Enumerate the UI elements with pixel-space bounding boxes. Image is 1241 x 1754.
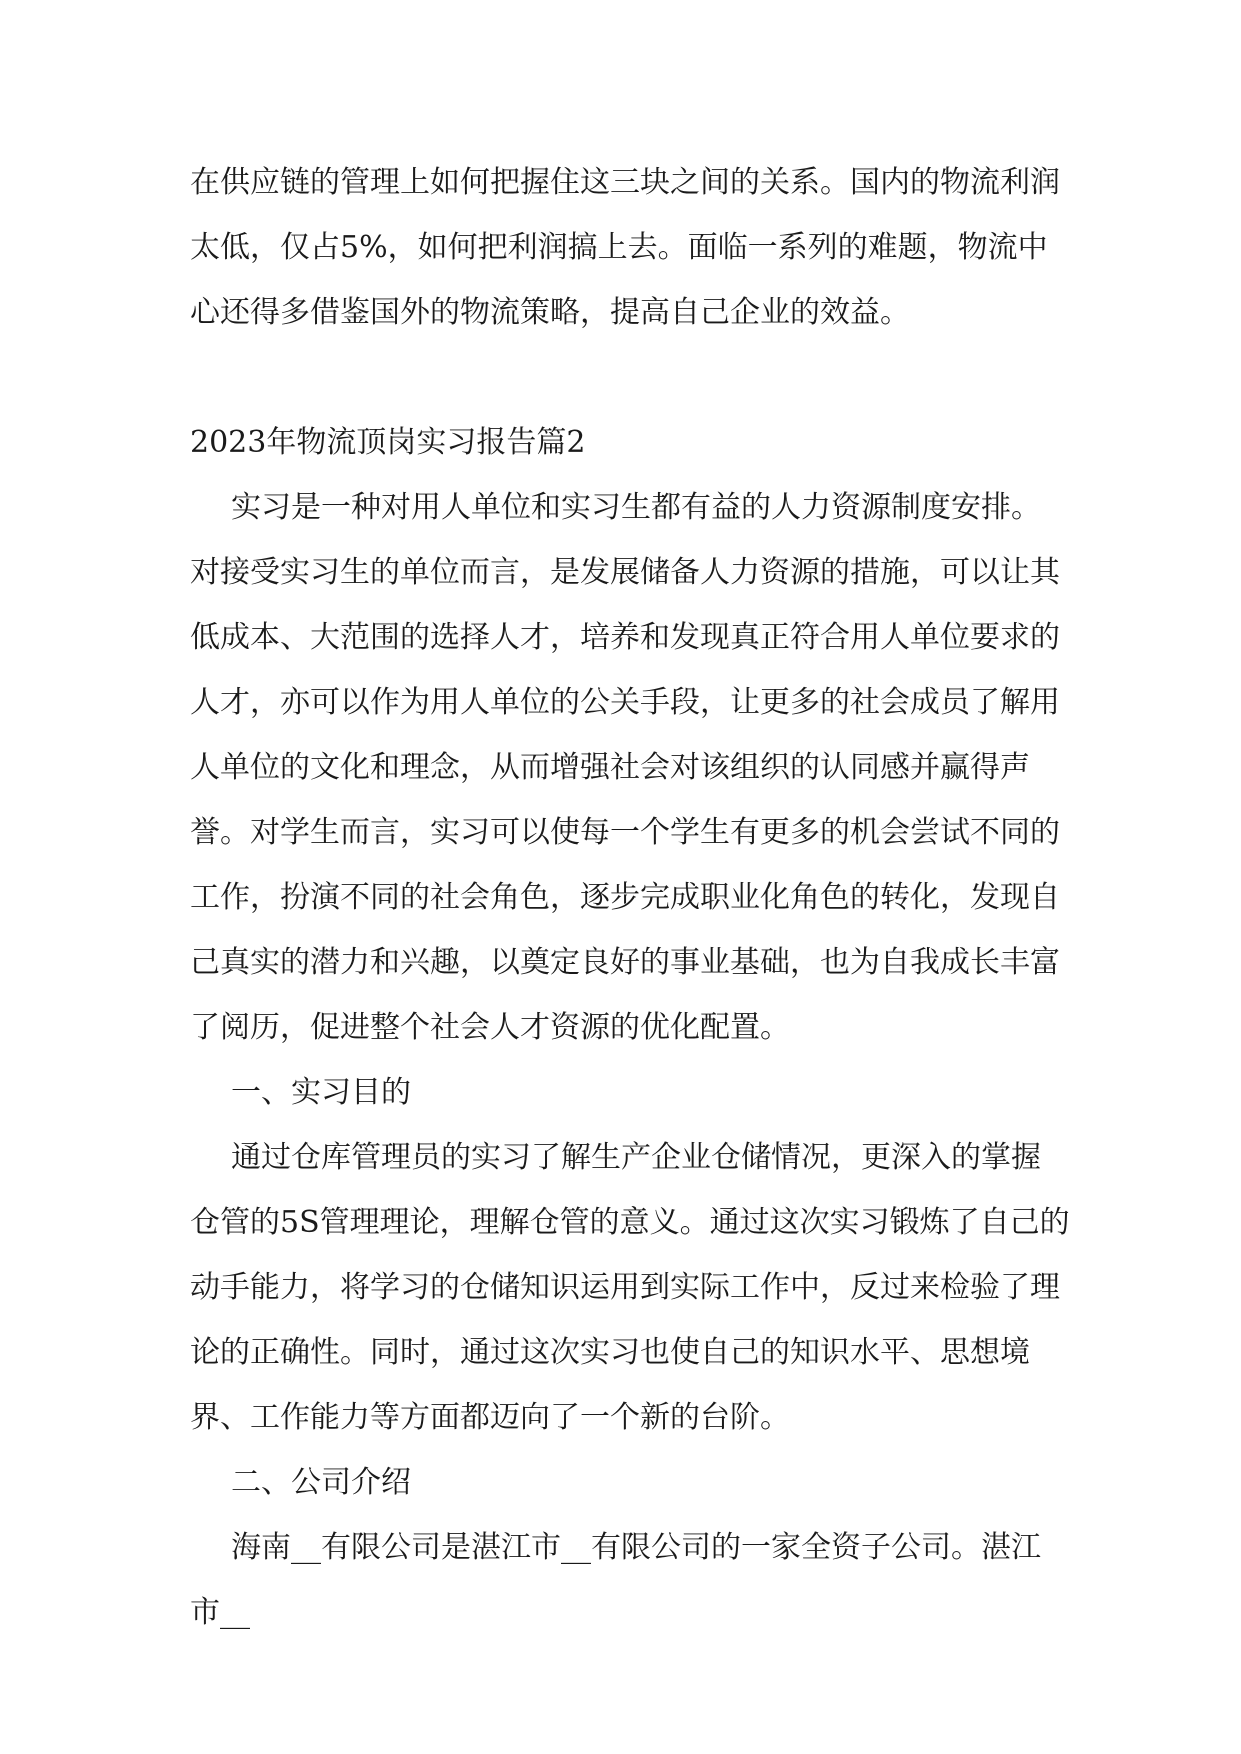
heading-company: 二、公司介绍 — [231, 1465, 411, 1500]
company-paragraph: 海南__有限公司是湛江市__有限公司的一家全资子公司。湛江市__ — [190, 1530, 1041, 1630]
section-title: 2023年物流顶岗实习报告篇2 — [190, 425, 586, 460]
document-body — [190, 150, 1070, 1645]
continuation-paragraph: 在供应链的管理上如何把握住这三块之间的关系。国内的物流利润太低，仅占5%，如何把利润搞上去。面临一系列的难题，物流中心还得多借鉴国外的物流策略，提高自己企业的效益。 — [190, 165, 1060, 330]
heading-purpose: 一、实习目的 — [231, 1075, 411, 1110]
purpose-paragraph: 通过仓库管理员的实习了解生产企业仓储情况，更深入的掌握仓管的5S管理理论，理解仓管的意义。通过这次实习锻炼了自己的动手能力，将学习的仓储知识运用到实际工作中，反过来检验了理论的正确性。同时，通过这次实习也使自己的知识水平、思想境界、工作能力等方面都迈向了一个新的台阶。 — [190, 1140, 1070, 1435]
intro-paragraph: 实习是一种对用人单位和实习生都有益的人力资源制度安排。对接受实习生的单位而言，是发展储备人力资源的措施，可以让其低成本、大范围的选择人才，培养和发现真正符合用人单位要求的人才，亦可以作为用人单位的公关手段，让更多的社会成员了解用人单位的文化和理念，从而增强社会对该组织的认同感并赢得声誉。对学生而言，实习可以使每一个学生有更多的机会尝试不同的工作，扮演不同的社会角色，逐步完成职业化角色的转化，发现自己真实的潜力和兴趣，以奠定良好的事业基础，也为自我成长丰富了阅历，促进整个社会人才资源的优化配置。 — [190, 490, 1060, 1045]
